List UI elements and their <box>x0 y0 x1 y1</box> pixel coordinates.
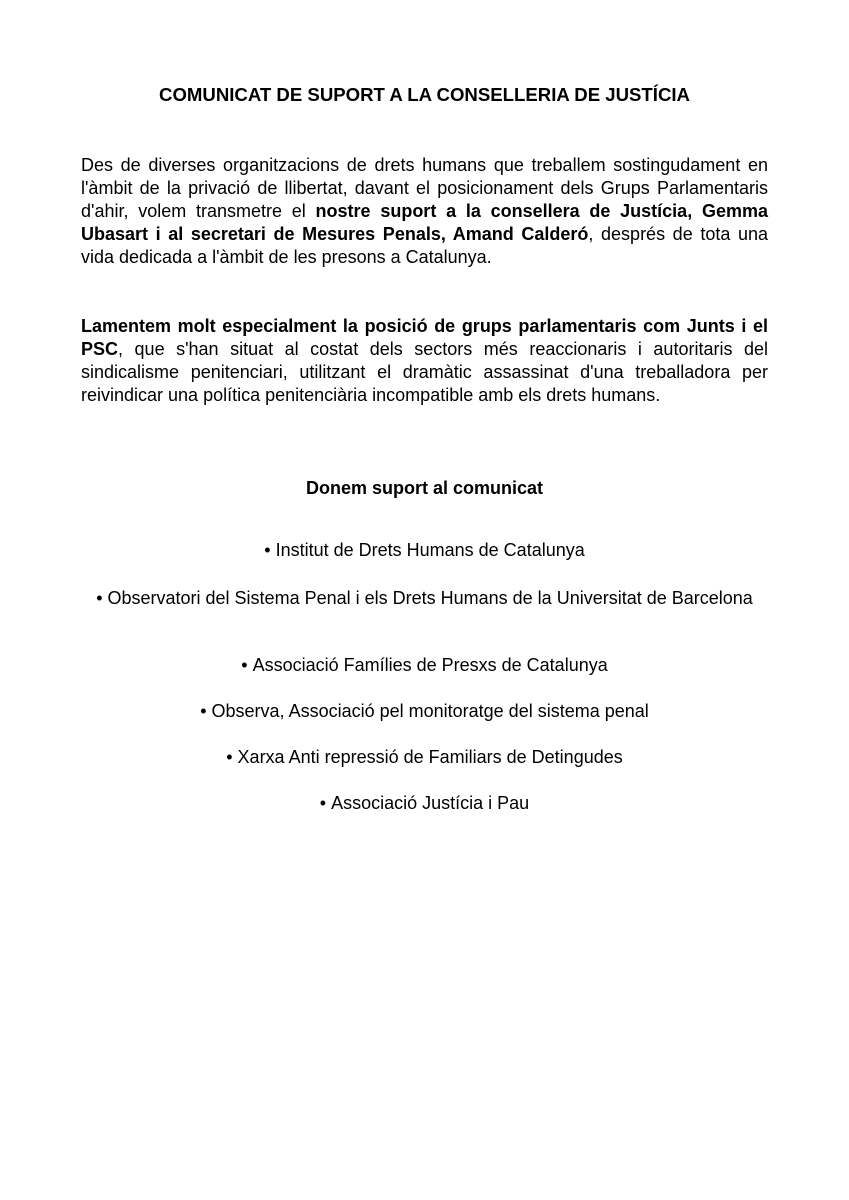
paragraph-criticism-bold: Lamentem molt especialment la posició de grups parlamentaris com Junts i el PSC <box>81 316 768 359</box>
bullet-icon: • <box>319 793 327 813</box>
paragraph-intro-bold: nostre suport a la consellera de Justícia, Gemma Ubasart i al secretari de Mesures Penals, Amand Calderó <box>81 200 768 244</box>
bullet-icon: • <box>226 747 233 767</box>
bullet-icon: • <box>96 588 103 608</box>
support-heading: Donem suport al comunicat <box>305 478 544 498</box>
bullet-icon: • <box>200 701 207 721</box>
organization-name: Observa, Associació pel monitoratge del sistema penal <box>211 701 649 721</box>
paragraph-criticism <box>81 315 768 407</box>
organization-name: Associació Famílies de Presxs de Catalunya <box>252 655 608 675</box>
bullet-icon: • <box>241 655 248 675</box>
list-item <box>80 700 769 722</box>
bullet-icon: • <box>264 540 271 560</box>
organization-name: Associació Justícia i Pau <box>331 793 530 813</box>
list-item <box>80 792 769 814</box>
list-item <box>80 587 769 609</box>
page-title: COMUNICAT DE SUPORT A LA CONSELLERIA DE JUSTÍCIA <box>159 84 690 105</box>
list-item <box>80 539 769 561</box>
list-item <box>80 654 769 676</box>
organization-name: Xarxa Anti repressió de Familiars de Detingudes <box>237 747 623 767</box>
list-item <box>80 746 769 768</box>
paragraph-criticism-text: , que s'han situat al costat dels sectors més reaccionaris i autoritaris del sindicalisme penitenciari, utilitzant el dramàtic assassinat d'una treballadora per reivindicar una política penitenciària incompatible amb els drets humans. <box>81 338 768 405</box>
organization-name: Institut de Drets Humans de Catalunya <box>275 540 585 560</box>
paragraph-intro <box>81 154 768 269</box>
paragraph-intro-text-a: Des de diverses organitzacions de drets humans que treballem sostingudament en l'àmbit de la privació de llibertat, davant el posicionament dels Grups Parlamentaris d'ahir, volem transmetre el <box>81 155 768 221</box>
organization-name: Observatori del Sistema Penal i els Drets Humans de la Universitat de Barcelona <box>107 588 753 608</box>
paragraph-intro-text-b: , després de tota una vida dedicada a l'àmbit de les presons a Catalunya. <box>81 223 768 267</box>
